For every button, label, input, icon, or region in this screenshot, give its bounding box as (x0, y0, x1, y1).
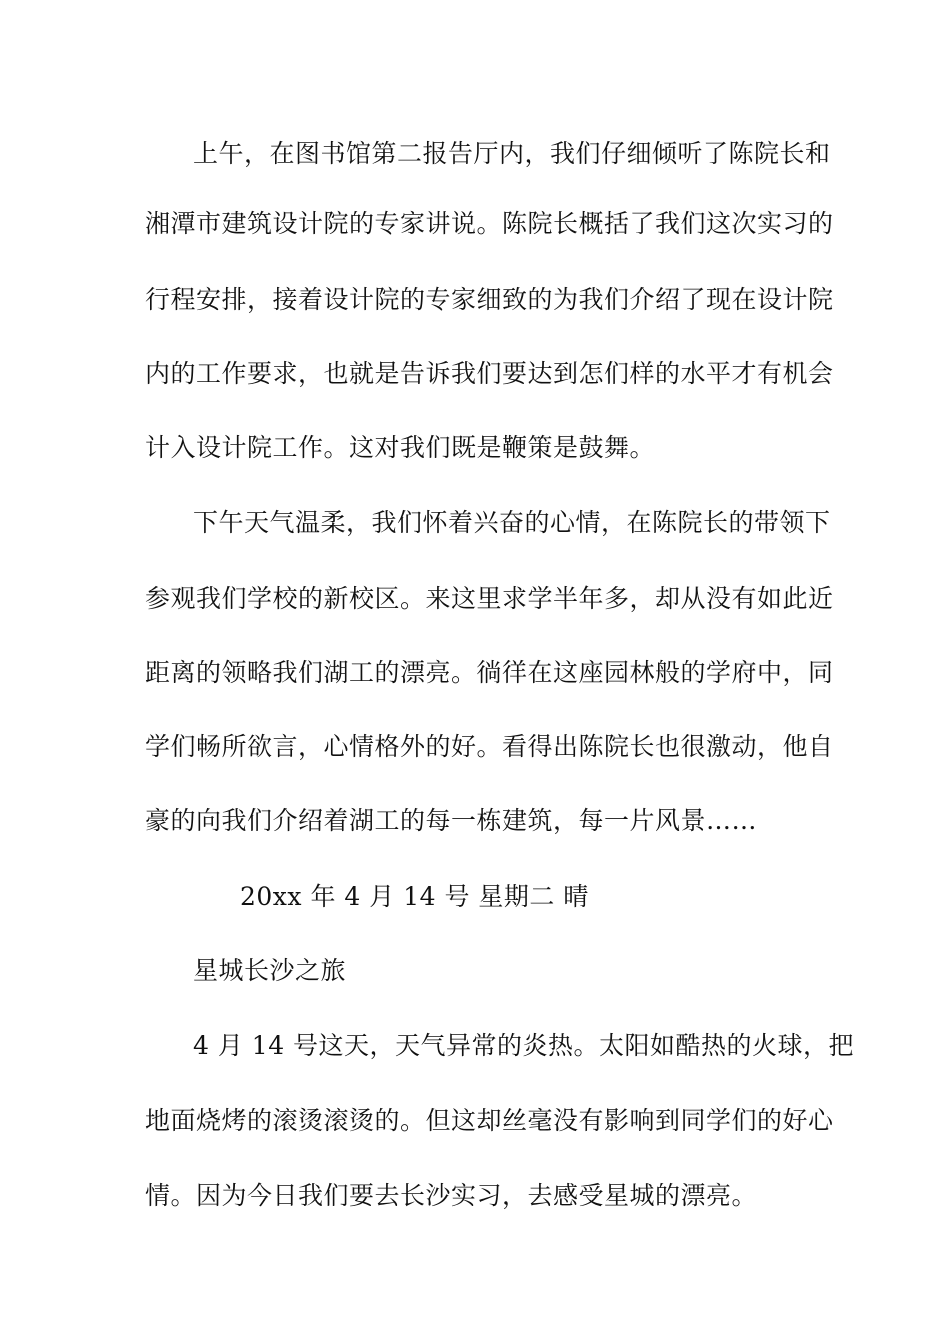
diary-date-line: 20xx 年 4 月 14 号 星期二 晴 (240, 882, 589, 911)
paragraph-2-line-3: 距离的领略我们湖工的漂亮。徜徉在这座园林般的学府中，同 (145, 658, 834, 687)
paragraph-1-line-3: 行程安排，接着设计院的专家细致的为我们介绍了现在设计院 (145, 285, 834, 314)
paragraph-2-line-1: 下午天气温柔，我们怀着兴奋的心情，在陈院长的带领下 (193, 508, 831, 537)
paragraph-2-line-4: 学们畅所欲言，心情格外的好。看得出陈院长也很激动，他自 (145, 732, 834, 761)
paragraph-3-line-1: 4 月 14 号这天，天气异常的炎热。太阳如酷热的火球，把 (193, 1031, 855, 1060)
paragraph-2-line-5: 豪的向我们介绍着湖工的每一栋建筑，每一片风景…… (145, 806, 758, 835)
section-heading: 星城长沙之旅 (193, 956, 347, 985)
paragraph-1-line-2: 湘潭市建筑设计院的专家讲说。陈院长概括了我们这次实习的 (145, 209, 834, 238)
paragraph-1-line-5: 计入设计院工作。这对我们既是鞭策是鼓舞。 (145, 433, 656, 462)
paragraph-3-line-3: 情。因为今日我们要去长沙实习，去感受星城的漂亮。 (145, 1181, 758, 1210)
paragraph-1-line-4: 内的工作要求，也就是告诉我们要达到怎们样的水平才有机会 (145, 359, 834, 388)
paragraph-2-line-2: 参观我们学校的新校区。来这里求学半年多，却从没有如此近 (145, 584, 834, 613)
paragraph-1-line-1: 上午，在图书馆第二报告厅内，我们仔细倾听了陈院长和 (193, 139, 831, 168)
paragraph-3-line-2: 地面烧烤的滚烫滚烫的。但这却丝毫没有影响到同学们的好心 (145, 1106, 834, 1135)
